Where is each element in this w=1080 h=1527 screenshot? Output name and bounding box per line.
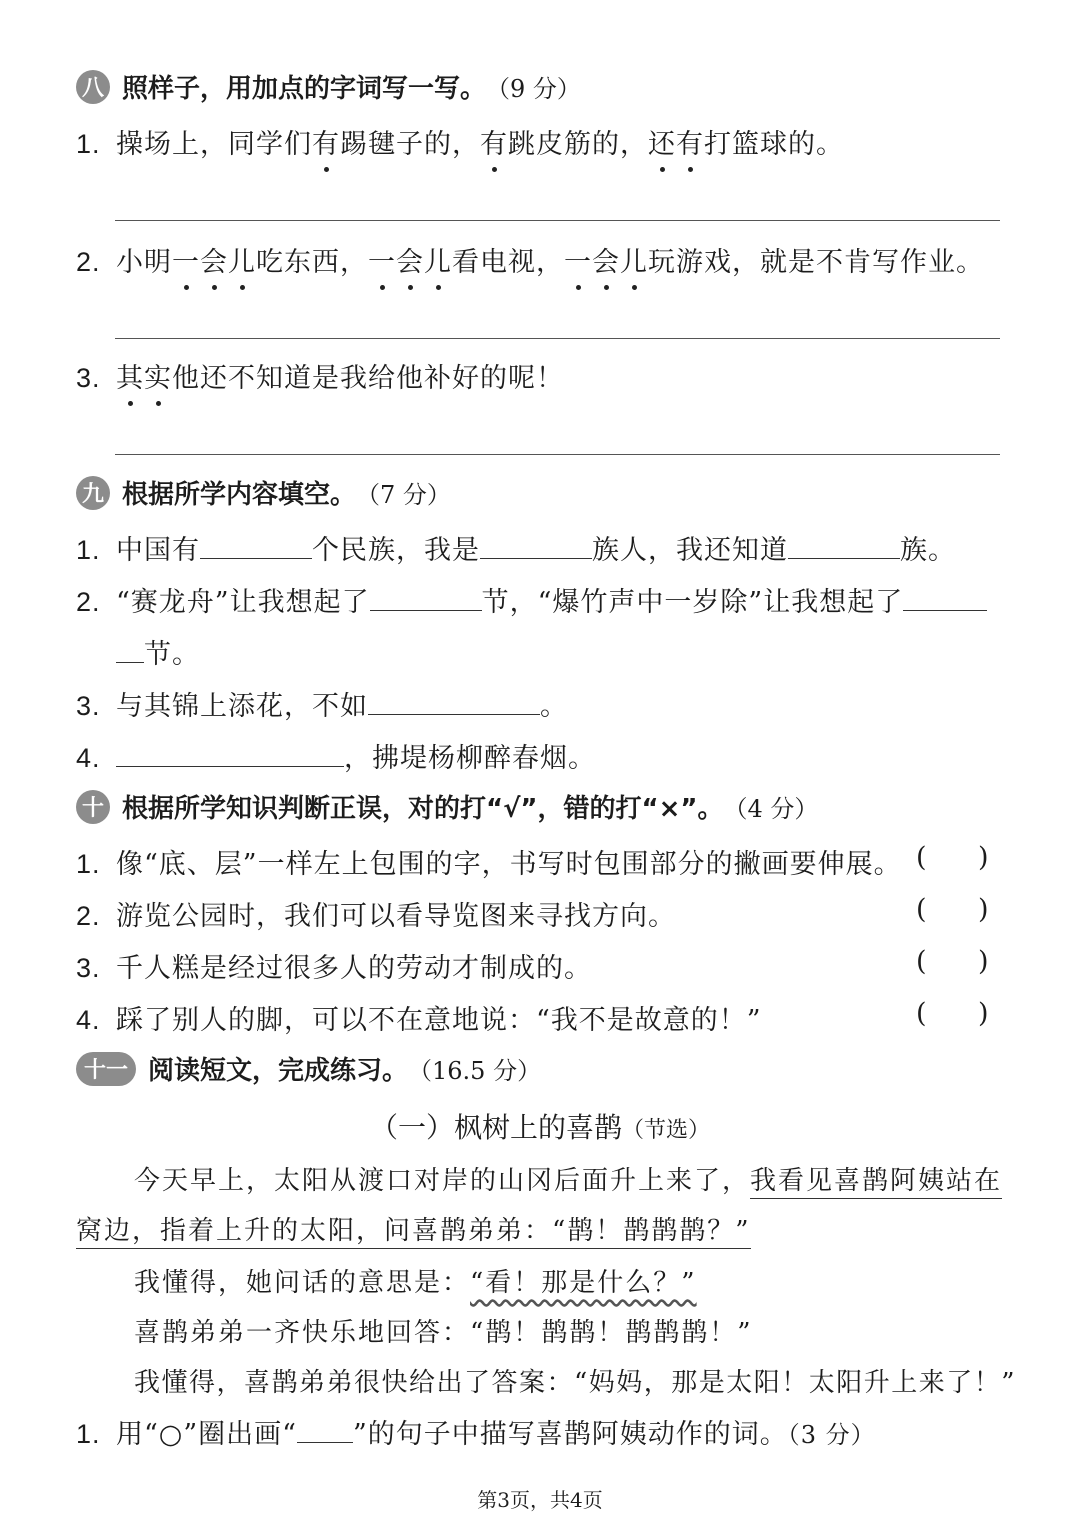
section-8-badge: 八 [76, 70, 110, 104]
answer-parens-3[interactable]: ( ) [916, 946, 989, 977]
fill-blank[interactable] [116, 742, 344, 767]
section-9-header [76, 474, 451, 511]
fill-blank[interactable] [788, 534, 900, 559]
story-title: （一）枫树上的喜鹊（节选） [369, 1111, 711, 1144]
dotted-char: 会 [396, 247, 424, 278]
page-footer: 第3页，共4页 [477, 1488, 603, 1512]
fill-blank[interactable] [480, 534, 592, 559]
sec10-statement-2: 2. 游览公园时，我们可以看导览图来寻找方向。 [76, 901, 676, 932]
underlined-sentence: 我看见喜鹊阿姨站在 [750, 1166, 1002, 1199]
fill-blank[interactable] [370, 586, 482, 611]
story-paragraph-3: 喜鹊弟弟一齐快乐地回答：“鹊！鹊鹊！鹊鹊鹊！” [134, 1318, 753, 1348]
dotted-char: 其 [116, 363, 144, 394]
dotted-char: 实 [144, 363, 172, 394]
fill-blank[interactable] [368, 690, 540, 715]
dotted-char: 儿 [424, 247, 452, 278]
sec9-question-3: 3. 与其锦上添花，不如 。 [76, 691, 568, 722]
answer-line-1[interactable] [115, 220, 1000, 221]
sec9-question-4: 4. ，拂堤杨柳醉春烟。 [76, 743, 596, 774]
section-10-title: 根据所学知识判断正误，对的打“√”，错的打“×”。 [122, 794, 724, 824]
sec8-question-3: 3. 其实他还不知道是我给他补好的呢！ [76, 363, 564, 394]
dotted-word [368, 247, 452, 278]
section-11-header [76, 1050, 541, 1087]
dotted-word [172, 247, 256, 278]
sec8-question-2: 2. 小明一会儿吃东西，一会儿看电视，一会儿玩游戏，就是不肯写作业。 [76, 247, 984, 278]
dotted-char: 一 [368, 247, 396, 278]
answer-parens-1[interactable]: ( ) [916, 842, 989, 873]
sec10-statement-4: 4. 踩了别人的脚，可以不在意地说：“我不是故意的！” [76, 1005, 762, 1036]
fill-blank[interactable] [903, 586, 987, 611]
dotted-word [116, 363, 172, 394]
section-10-header [76, 788, 818, 825]
story-paragraph-1-cont [76, 1210, 751, 1247]
dotted-char: 有 [480, 129, 508, 160]
section-9-score: （7 分） [356, 481, 451, 509]
sec9-question-1: 1. 中国有 个民族，我是 族人，我还知道 族。 [76, 535, 956, 566]
fill-blank[interactable] [200, 534, 312, 559]
section-9-title: 根据所学内容填空。 [122, 480, 357, 510]
answer-parens-4[interactable]: ( ) [916, 998, 989, 1029]
dotted-char: 还 [648, 129, 676, 160]
sec9-question-2: 2. “赛龙舟”让我想起了 节，“爆竹声中一岁除”让我想起了 [76, 580, 987, 619]
underline-sample [297, 1418, 353, 1443]
sec9-question-2-cont: 节。 [116, 632, 200, 671]
answer-line-3[interactable] [115, 454, 1000, 455]
underlined-sentence-cont: 窝边，指着上升的太阳，问喜鹊弟弟：“鹊！鹊鹊鹊？” [76, 1216, 751, 1249]
section-11-score: （16.5 分） [408, 1057, 542, 1085]
dotted-char: 有 [676, 129, 704, 160]
section-11-title: 阅读短文，完成练习。 [148, 1056, 409, 1086]
answer-line-2[interactable] [115, 338, 1000, 339]
story-paragraph-2: 我懂得，她问话的意思是：“看！那是什么？” [134, 1268, 697, 1298]
dotted-char: 有 [312, 129, 340, 160]
dotted-char: 会 [200, 247, 228, 278]
section-9-badge: 九 [76, 476, 110, 510]
dotted-word [564, 247, 648, 278]
story-title-note: （节选） [622, 1118, 711, 1143]
section-8-title: 照样子，用加点的字词写一写。 [122, 74, 487, 104]
sec11-question-1: 1. 用“○”圈出画“ ”的句子中描写喜鹊阿姨动作的词。（3 分） [76, 1419, 876, 1450]
dotted-char: 儿 [620, 247, 648, 278]
sec8-question-1: 1. 操场上，同学们有踢毽子的，有跳皮筋的，还有打篮球的。 [76, 129, 844, 160]
dotted-char: 儿 [228, 247, 256, 278]
dotted-char: 一 [564, 247, 592, 278]
sec10-statement-1: 1. 像“底、层”一样左上包围的字，书写时包围部分的撇画要伸展。 [76, 849, 902, 880]
fill-blank-cont[interactable] [116, 638, 144, 663]
wavy-underlined-text: “看！那是什么？” [470, 1268, 697, 1298]
answer-parens-2[interactable]: ( ) [916, 894, 989, 925]
dotted-char: 一 [172, 247, 200, 278]
sec10-statement-3: 3. 千人糕是经过很多人的劳动才制成的。 [76, 953, 592, 984]
section-8-score: （9 分） [486, 75, 581, 103]
section-11-badge: 十一 [76, 1052, 136, 1086]
story-paragraph-4: 我懂得，喜鹊弟弟很快给出了答案：“妈妈，那是太阳！太阳升上来了！” [134, 1368, 1017, 1398]
section-8-header [76, 68, 581, 105]
section-10-badge: 十 [76, 790, 110, 824]
dotted-word [648, 129, 704, 160]
story-paragraph-1: 今天早上，太阳从渡口对岸的山冈后面升上来了，我看见喜鹊阿姨站在 [134, 1160, 1002, 1197]
section-10-score: （4 分） [723, 795, 819, 823]
dotted-char: 会 [592, 247, 620, 278]
